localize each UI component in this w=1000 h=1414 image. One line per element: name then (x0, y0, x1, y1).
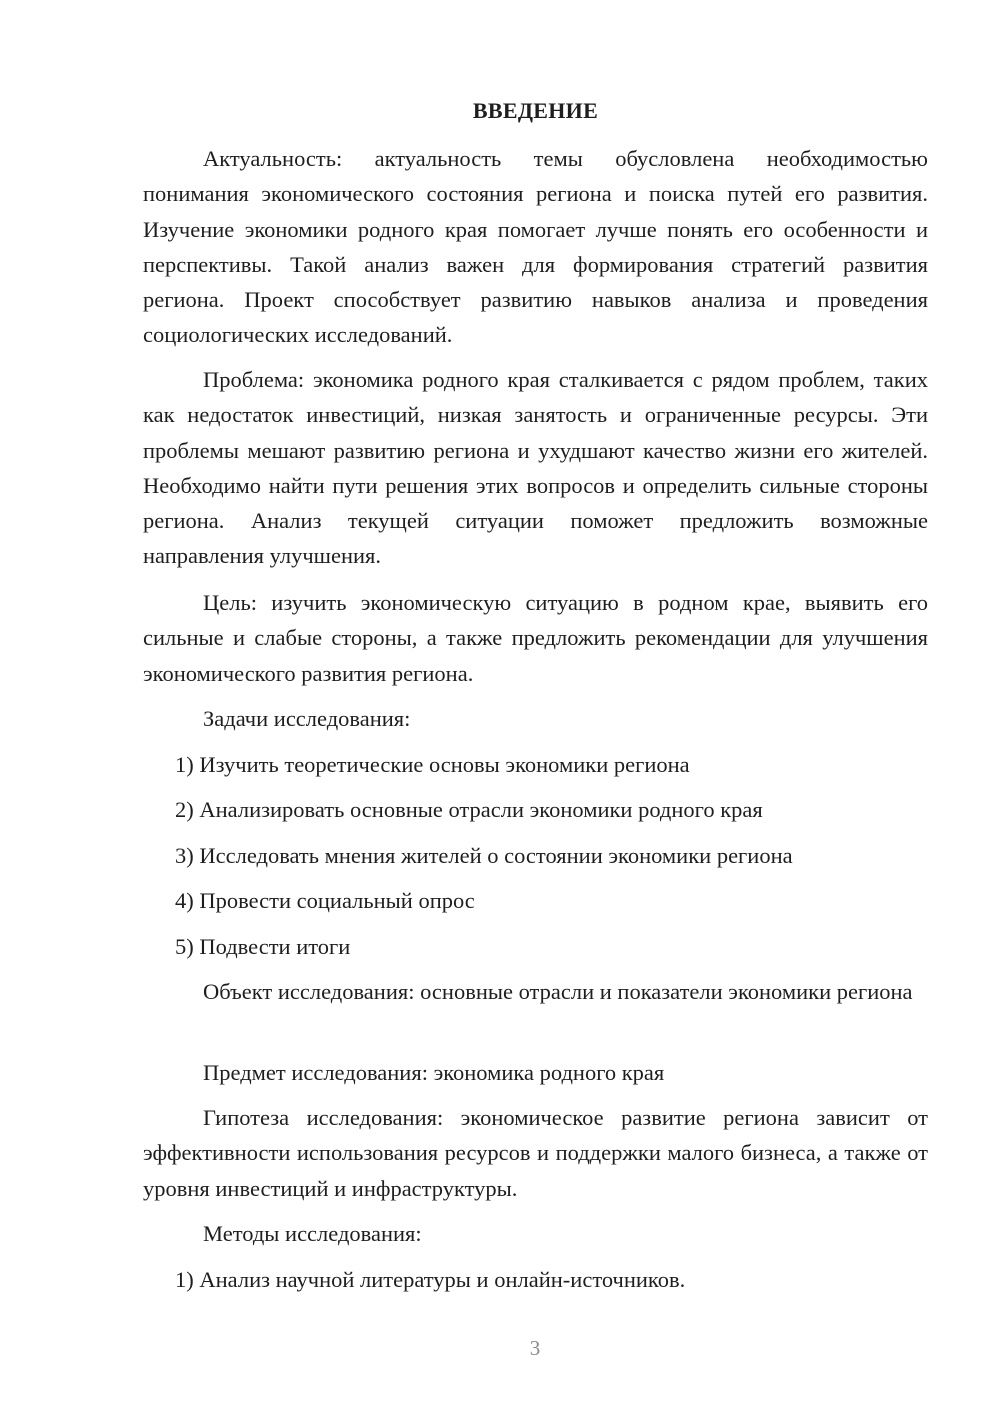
task-item-2-block (143, 792, 928, 827)
relevance-paragraph-block (143, 141, 928, 353)
problem-paragraph-block (143, 362, 928, 574)
page-number: 3 (529, 1336, 541, 1360)
methods-heading: Методы исследования: (203, 1221, 422, 1246)
task-item-1: 1) Изучить теоретические основы экономики региона (175, 752, 690, 777)
task-item-5-block (143, 929, 928, 964)
page-title: ВВЕДЕНИЕ (472, 98, 599, 123)
task-item-3: 3) Исследовать мнения жителей о состоянии экономики региона (175, 843, 793, 868)
goal-paragraph: Цель: изучить экономическую ситуацию в родном крае, выявить его сильные и слабые стороны, а также предложить рекомендации для улучшения экономического развития региона. (143, 590, 928, 686)
task-item-2: 2) Анализировать основные отрасли экономики родного края (175, 797, 763, 822)
methods-heading-block (143, 1216, 928, 1251)
task-item-3-block (143, 838, 928, 873)
hypothesis-paragraph: Гипотеза исследования: экономическое развитие региона зависит от эффективности использования ресурсов и поддержки малого бизнеса, а также от уровня инвестиций и инфраструктуры. (143, 1105, 928, 1201)
method-item-1: 1) Анализ научной литературы и онлайн-источников. (175, 1267, 686, 1292)
relevance-paragraph: Актуальность: актуальность темы обусловлена необходимостью понимания экономического состояния региона и поиска путей его развития. Изучение экономики родного края помогает лучше понять его особенности и перспективы. Такой анализ важен для формирования стратегий развития региона. Проект способствует развитию навыков анализа и проведения социологических исследований. (143, 146, 928, 348)
task-item-4-block (143, 883, 928, 918)
hypothesis-paragraph-block (143, 1100, 928, 1206)
goal-paragraph-block (143, 585, 928, 691)
task-item-5: 5) Подвести итоги (175, 934, 351, 959)
object-paragraph-block (143, 974, 928, 1009)
tasks-heading-block (143, 701, 928, 736)
subject-paragraph-block (143, 1055, 928, 1090)
problem-paragraph: Проблема: экономика родного края сталкивается с рядом проблем, таких как недостаток инвестиций, низкая занятость и ограниченные ресурсы. Эти проблемы мешают развитию региона и ухудшают качество жизни его жителей. Необходимо найти пути решения этих вопросов и определить сильные стороны региона. Анализ текущей ситуации поможет предложить возможные направления улучшения. (143, 367, 928, 569)
object-paragraph: Объект исследования: основные отрасли и показатели экономики региона (203, 979, 913, 1004)
tasks-heading: Задачи исследования: (203, 706, 411, 731)
subject-paragraph: Предмет исследования: экономика родного края (203, 1060, 665, 1085)
task-item-1-block (143, 747, 928, 782)
task-item-4: 4) Провести социальный опрос (175, 888, 475, 913)
method-item-1-block (143, 1262, 928, 1297)
